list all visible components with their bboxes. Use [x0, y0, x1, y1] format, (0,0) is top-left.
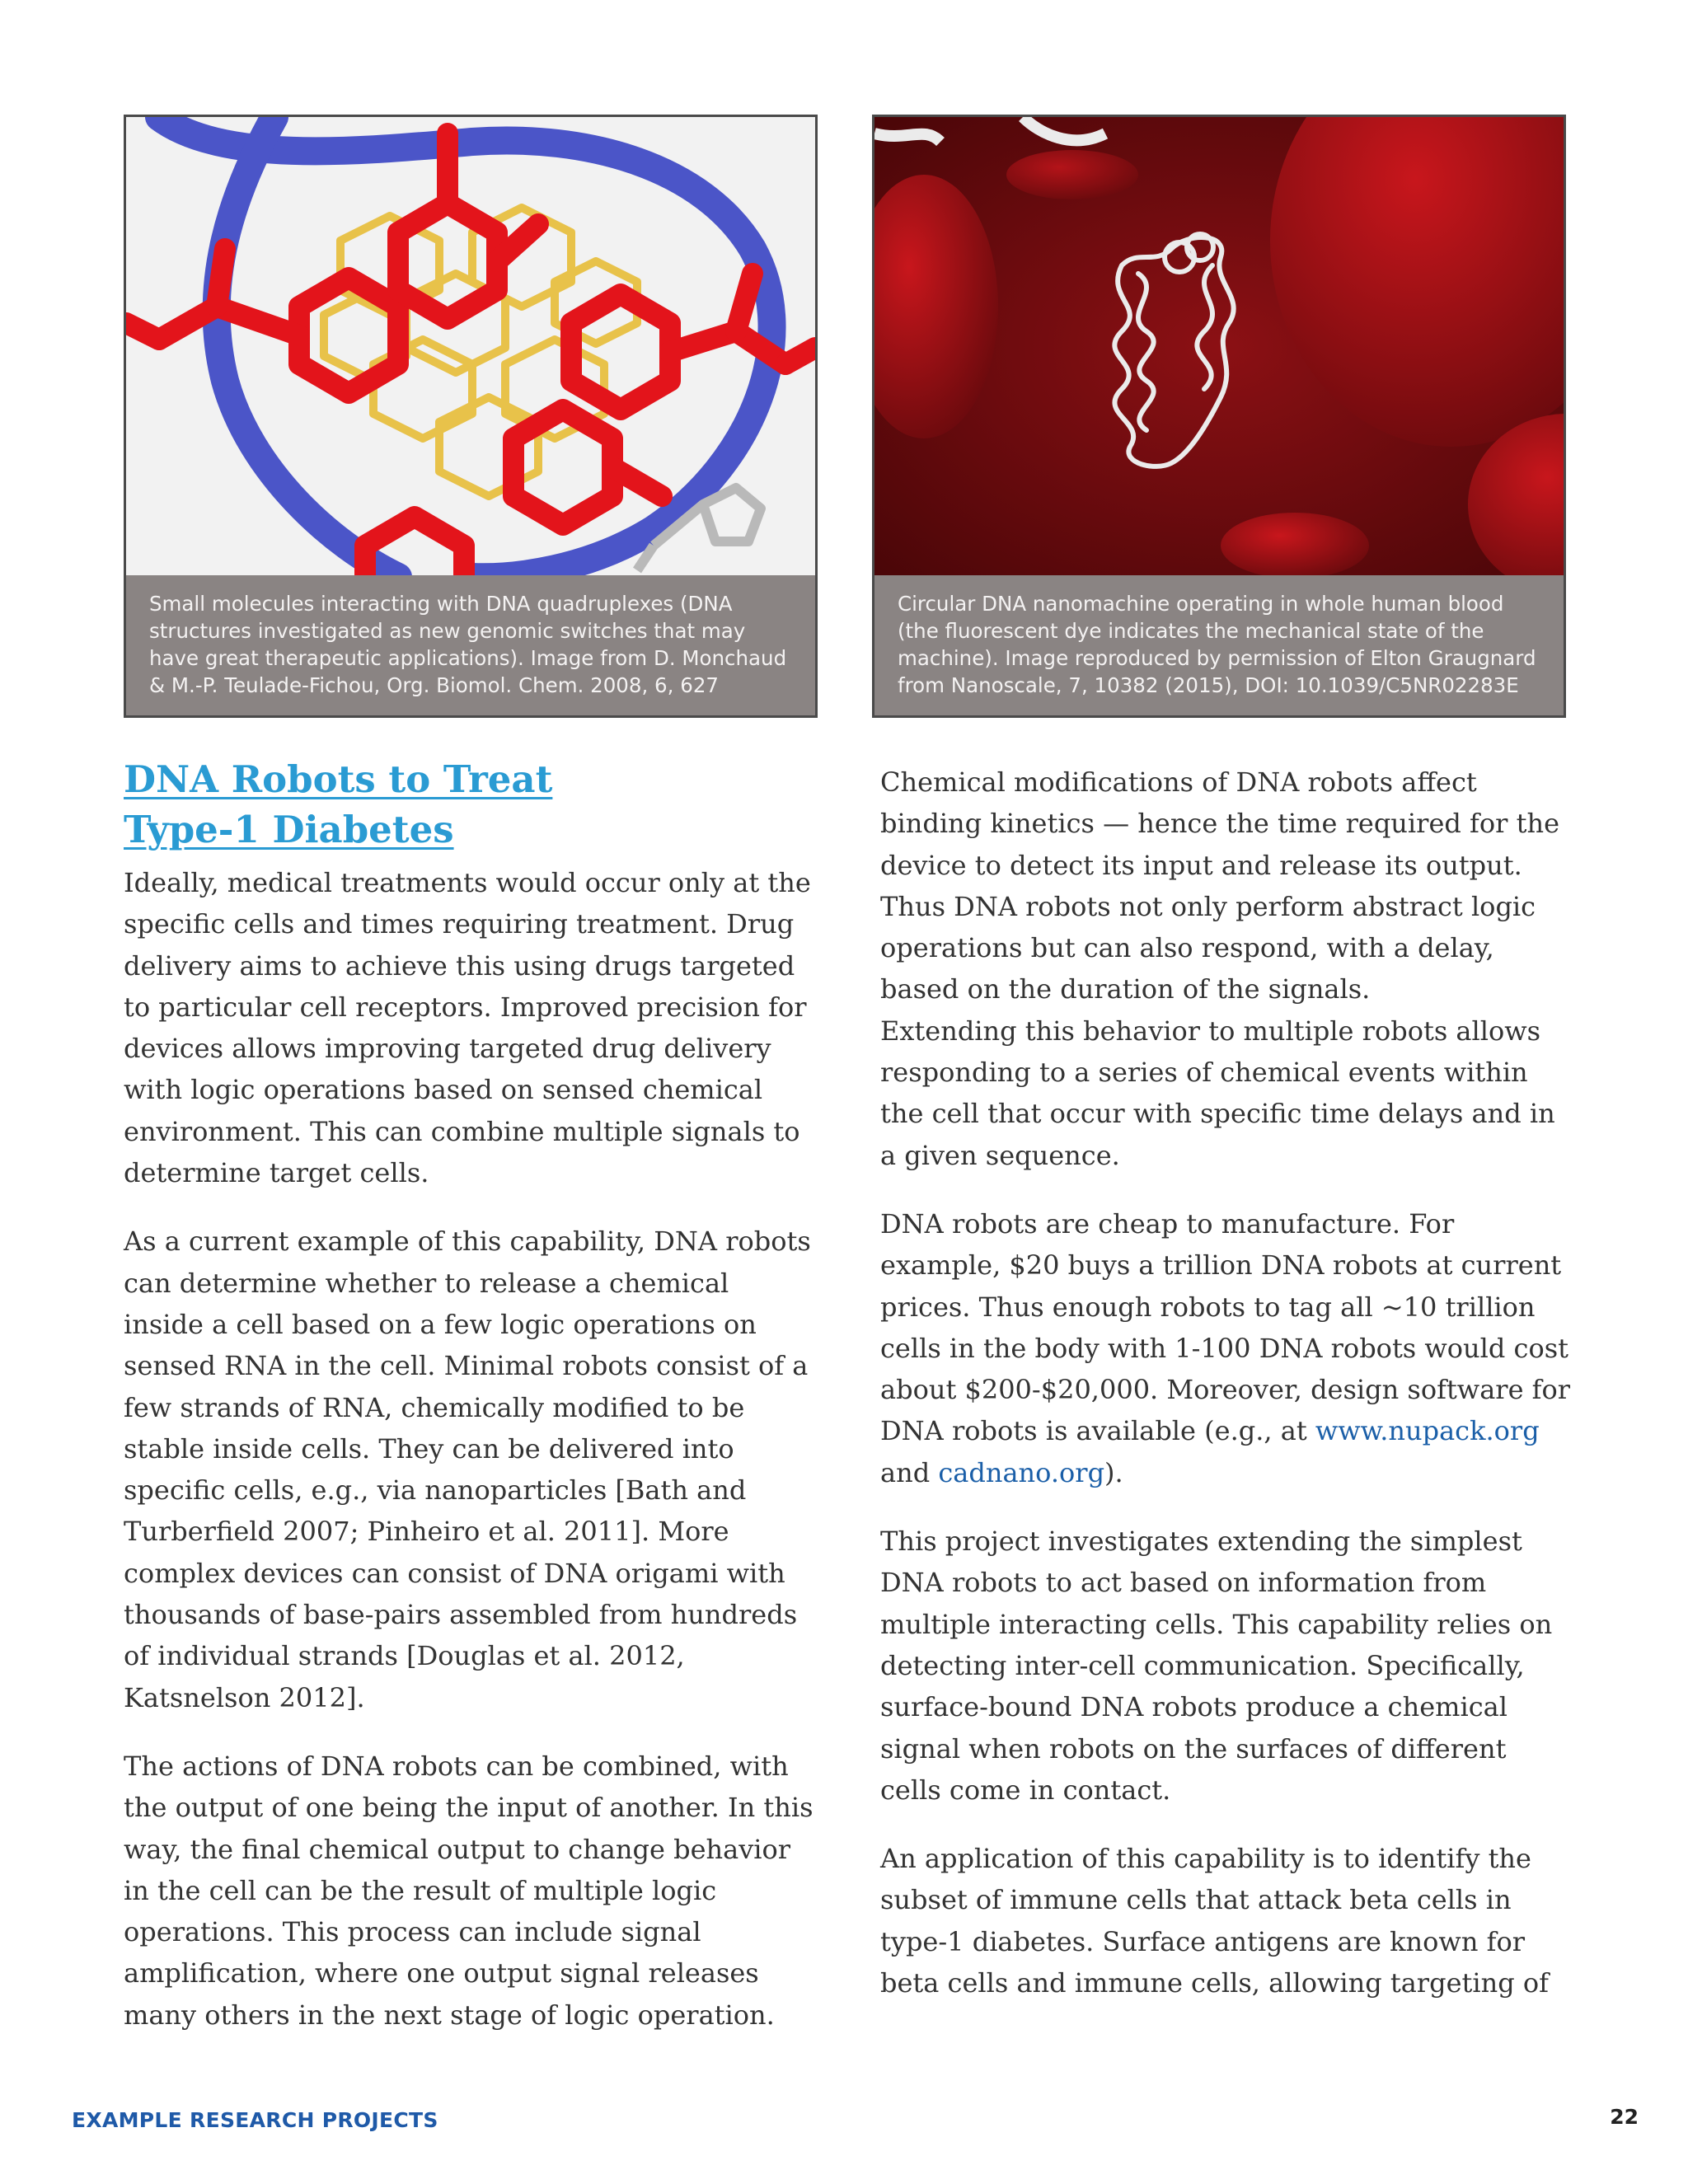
footer-section-label: EXAMPLE RESEARCH PROJECTS [72, 2108, 438, 2132]
figure-caption: Circular DNA nanomachine operating in whole human blood (the fluorescent dye indicates the mechanical state of the machine). Image reproduced by permission of Elton Graugnard from Nanoscale, 7, 10382 (2015), DOI: 10.1039/C5NR02283E [874, 575, 1564, 715]
figure-dna-quadruplex [124, 115, 818, 718]
figure-caption: Small molecules interacting with DNA quadruplexes (DNA structures investigated as new genomic switches that may have great therapeutic applications). Image from D. Monchaud & M.-P. Teulade-Fichou, Org. Biomol. Chem. 2008, 6, 627 [126, 575, 815, 715]
paragraph: An application of this capability is to identify the subset of immune cells that attack beta cells in type-1 diabetes. Surface antigens are known for beta cells and immune cells, allowing targeting of [880, 1843, 1549, 1999]
paragraph: The actions of DNA robots can be combined, with the output of one being the input of another. In this way, the final chemical output to change behavior in the cell can be the result of multiple logic operations. This process can include signal amplification, where one output signal releases many others in the next stage of logic operation. [124, 1750, 814, 2031]
paragraph: Ideally, medical treatments would occur only at the specific cells and times requiring treatment. Drug delivery aims to achieve this using drugs targeted to particular cell receptors. Improved precision for devices allows improving targeted drug delivery with logic operations based on sensed chemical environment. This can combine multiple signals to determine target cells. [124, 867, 811, 1189]
heading-line-1: DNA Robots to Treat [124, 757, 553, 801]
cadnano-link[interactable]: cadnano.org [938, 1456, 1105, 1488]
figure-dna-nanomachine [872, 115, 1566, 718]
text: DNA robots are cheap to manufacture. For example, $20 buys a trillion DNA robots at current prices. Thus enough robots to tag all ~10 trillion cells in the body with 1-100 DNA robots would cost about $200-$20,000. Moreover, design software for DNA robots is available (e.g., at [880, 1207, 1571, 1447]
article-heading [124, 754, 750, 855]
text: and [880, 1456, 939, 1488]
paragraph: As a current example of this capability, DNA robots can determine whether to release a chemical inside a cell based on a few logic operations on sensed RNA in the cell. Minimal robots consist of a few strands of RNA, chemically modified to be stable inside cells. They can be delivered into specific cells, e.g., via nanoparticles [Bath and Turberfield 2007; Pinheiro et al. 2011]. More complex devices can consist of DNA origami with thousands of base-pairs assembled from hundreds of individual strands [Douglas et al. 2012, Katsnelson 2012]. [124, 1226, 811, 1713]
paragraph: Extending this behavior to multiple robots allows responding to a series of chemical events within the cell that occur with specific time delays and in a given sequence. [880, 1015, 1555, 1171]
dna-nanomachine-blood-image [874, 117, 1564, 577]
paragraph: This project investigates extending the simplest DNA robots to act based on information from multiple interacting cells. This capability relies on detecting inter-cell communication. Specifically, surface-bound DNA robots produce a chemical signal when robots on the surfaces of different cells come in contact. [880, 1526, 1553, 1806]
dna-quadruplex-image [126, 117, 815, 577]
page-number: 22 [1610, 2105, 1639, 2129]
text: ). [1104, 1456, 1123, 1488]
nupack-link[interactable]: www.nupack.org [1315, 1415, 1540, 1447]
heading-line-2: Type-1 Diabetes [124, 808, 454, 851]
paragraph: Chemical modifications of DNA robots affect binding kinetics — hence the time required for the device to detect its input and release its output. Thus DNA robots not only perform abstract logic operations but can also respond, with a delay, based on the duration of the signals. [880, 766, 1560, 1005]
left-column [124, 862, 816, 2063]
paragraph-cost [880, 1203, 1573, 1493]
right-column [880, 762, 1573, 2031]
